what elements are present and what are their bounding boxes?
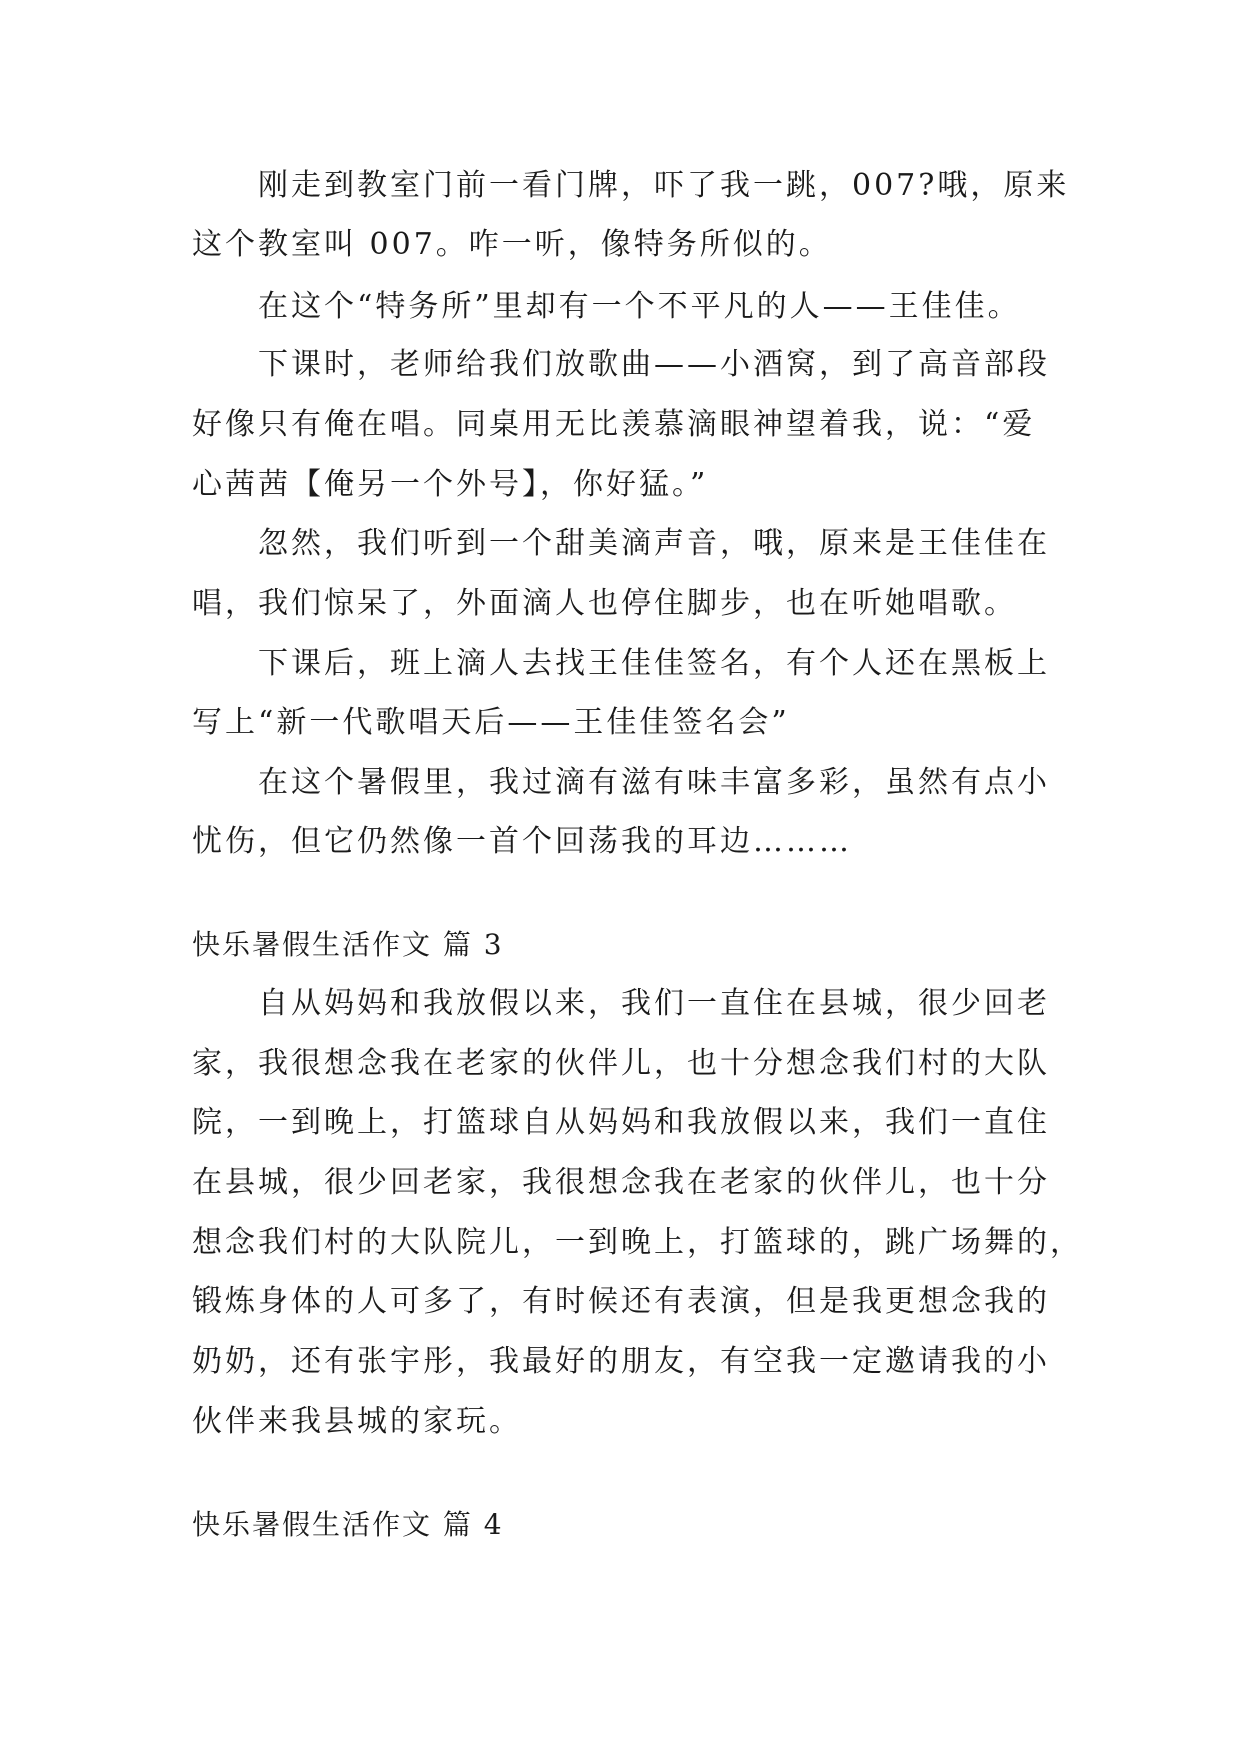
paragraph-line: 在县城，很少回老家，我很想念我在老家的伙伴儿，也十分 xyxy=(192,1165,1050,1200)
paragraph-line: 锻炼身体的人可多了，有时候还有表演，但是我更想念我的 xyxy=(192,1284,1050,1319)
paragraph-line: 下课后，班上滴人去找王佳佳签名，有个人还在黑板上 xyxy=(258,646,1050,681)
paragraph-line: 奶奶，还有张宇彤，我最好的朋友，有空我一定邀请我的小 xyxy=(192,1344,1050,1379)
paragraph-line: 院，一到晚上，打篮球自从妈妈和我放假以来，我们一直住 xyxy=(192,1105,1050,1140)
section-heading: 快乐暑假生活作文 篇 4 xyxy=(192,1508,504,1541)
paragraph-line: 伙伴来我县城的家玩。 xyxy=(192,1404,522,1439)
paragraph-line: 在这个“特务所”里却有一个不平凡的人——王佳佳。 xyxy=(258,289,1021,324)
paragraph-line: 好像只有俺在唱。同桌用无比羡慕滴眼神望着我，说：“爱 xyxy=(192,407,1036,442)
section-heading: 快乐暑假生活作文 篇 3 xyxy=(192,928,504,961)
paragraph-line: 忧伤，但它仍然像一首个回荡我的耳边……… xyxy=(192,824,852,859)
paragraph-line: 想念我们村的大队院儿，一到晚上，打篮球的，跳广场舞的， xyxy=(192,1225,1083,1260)
paragraph-line: 自从妈妈和我放假以来，我们一直住在县城，很少回老 xyxy=(258,986,1050,1021)
paragraph-line: 这个教室叫 007。咋一听，像特务所似的。 xyxy=(192,227,832,262)
paragraph-line: 下课时，老师给我们放歌曲——小酒窝，到了高音部段 xyxy=(258,347,1050,382)
paragraph-line: 刚走到教室门前一看门牌，吓了我一跳，007?哦，原来 xyxy=(258,168,1070,203)
paragraph-line: 家，我很想念我在老家的伙伴儿，也十分想念我们村的大队 xyxy=(192,1046,1050,1081)
paragraph-line: 心茜茜【俺另一个外号】，你好猛。” xyxy=(192,467,709,502)
paragraph-line: 写上“新一代歌唱天后——王佳佳签名会” xyxy=(192,705,790,740)
paragraph-line: 忽然，我们听到一个甜美滴声音，哦，原来是王佳佳在 xyxy=(258,526,1050,561)
paragraph-line: 在这个暑假里，我过滴有滋有味丰富多彩，虽然有点小 xyxy=(258,765,1050,800)
paragraph-line: 唱，我们惊呆了，外面滴人也停住脚步，也在听她唱歌。 xyxy=(192,586,1017,621)
